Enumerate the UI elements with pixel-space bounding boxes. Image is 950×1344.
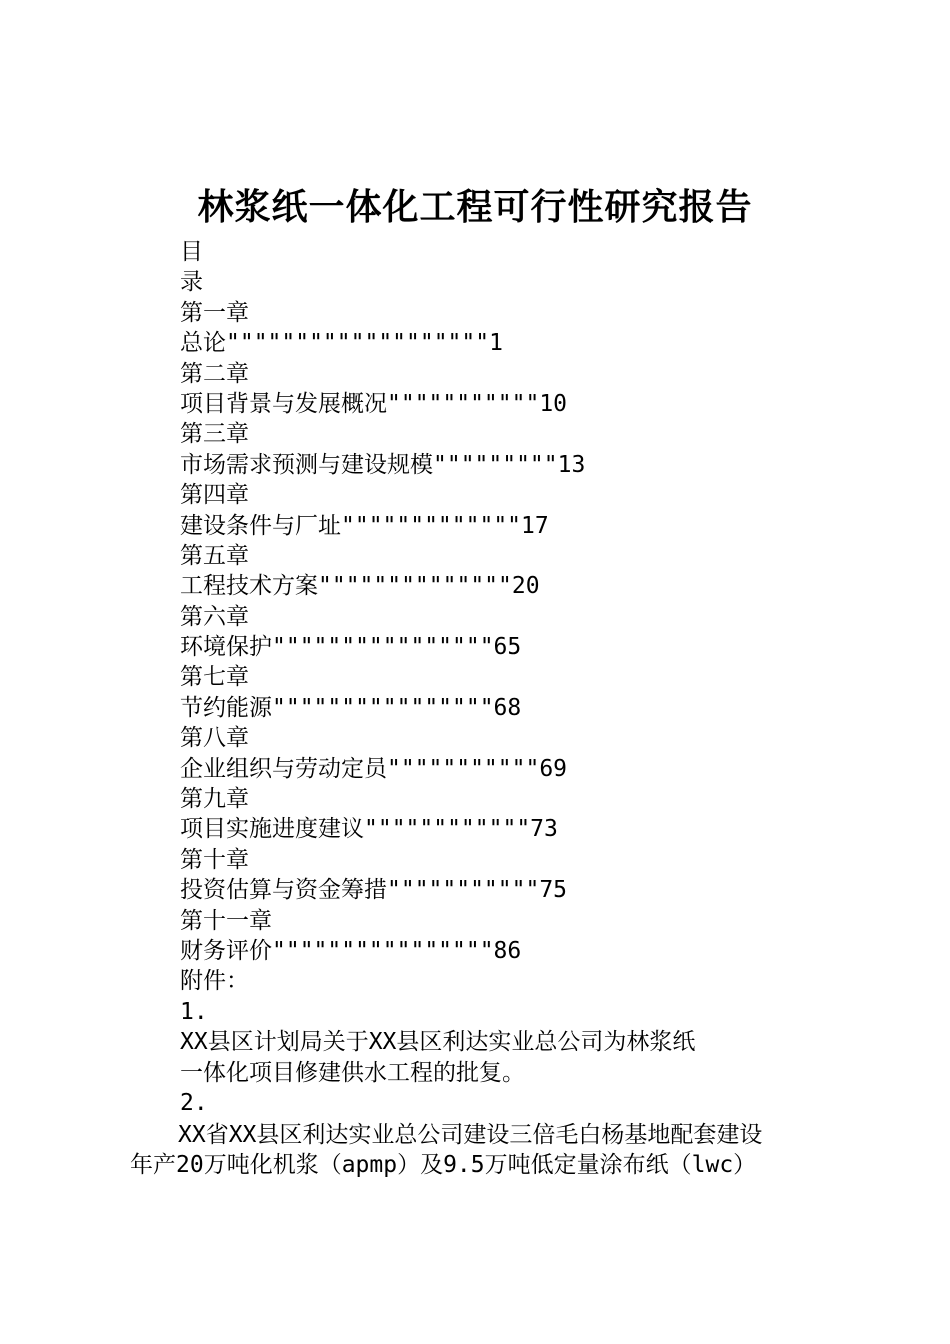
toc-entry: 财务评价""""""""""""""""86: [180, 937, 522, 964]
toc-entry: 项目背景与发展概况"""""""""""10: [180, 390, 568, 417]
toc-chapter: 第二章: [180, 360, 249, 387]
attachment-number: 1.: [180, 998, 208, 1025]
toc-entry: 总论"""""""""""""""""""1: [180, 330, 503, 357]
toc-chapter: 第五章: [180, 542, 249, 569]
attachment-text: 一体化项目修建供水工程的批复。: [180, 1059, 525, 1086]
table-of-contents: [180, 237, 880, 1118]
toc-entry: 环境保护""""""""""""""""65: [180, 634, 522, 661]
toc-chapter: 第十章: [180, 846, 249, 873]
toc-entry: 节约能源""""""""""""""""68: [180, 694, 522, 721]
toc-entry: 项目实施进度建议""""""""""""73: [180, 816, 558, 843]
toc-chapter: 第九章: [180, 786, 249, 813]
toc-chapter: 第十一章: [180, 907, 272, 934]
attachment-paragraph: [130, 1120, 850, 1181]
toc-chapter: 第八章: [180, 725, 249, 752]
toc-chapter: 第一章: [180, 299, 249, 326]
attachment-text: XX省XX县区利达实业总公司建设三倍毛白杨基地配套建设: [178, 1122, 763, 1148]
toc-chapter: 第三章: [180, 421, 249, 448]
toc-chapter: 第四章: [180, 482, 249, 509]
toc-heading-line1: 目: [180, 239, 203, 265]
attachments-label: 附件：: [180, 968, 249, 995]
attachment-text: 年产20万吨化机浆（apmp）及9.5万吨低定量涂布纸（lwc）: [130, 1152, 757, 1179]
attachment-text: XX县区计划局关于XX县区利达实业总公司为林浆纸: [180, 1029, 696, 1056]
toc-heading-line2: 录: [180, 269, 203, 296]
toc-entry: 建设条件与厂址"""""""""""""17: [180, 512, 549, 539]
toc-entry: 工程技术方案""""""""""""""20: [180, 573, 540, 600]
toc-entry: 市场需求预测与建设规模"""""""""13: [180, 451, 586, 478]
toc-entry: 企业组织与劳动定员"""""""""""69: [180, 755, 568, 782]
document-title: 林浆纸一体化工程可行性研究报告: [197, 186, 753, 228]
toc-entry: 投资估算与资金筹措"""""""""""75: [180, 877, 568, 904]
toc-chapter: 第六章: [180, 603, 249, 630]
toc-chapter: 第七章: [180, 664, 249, 691]
attachment-number: 2.: [180, 1089, 208, 1116]
